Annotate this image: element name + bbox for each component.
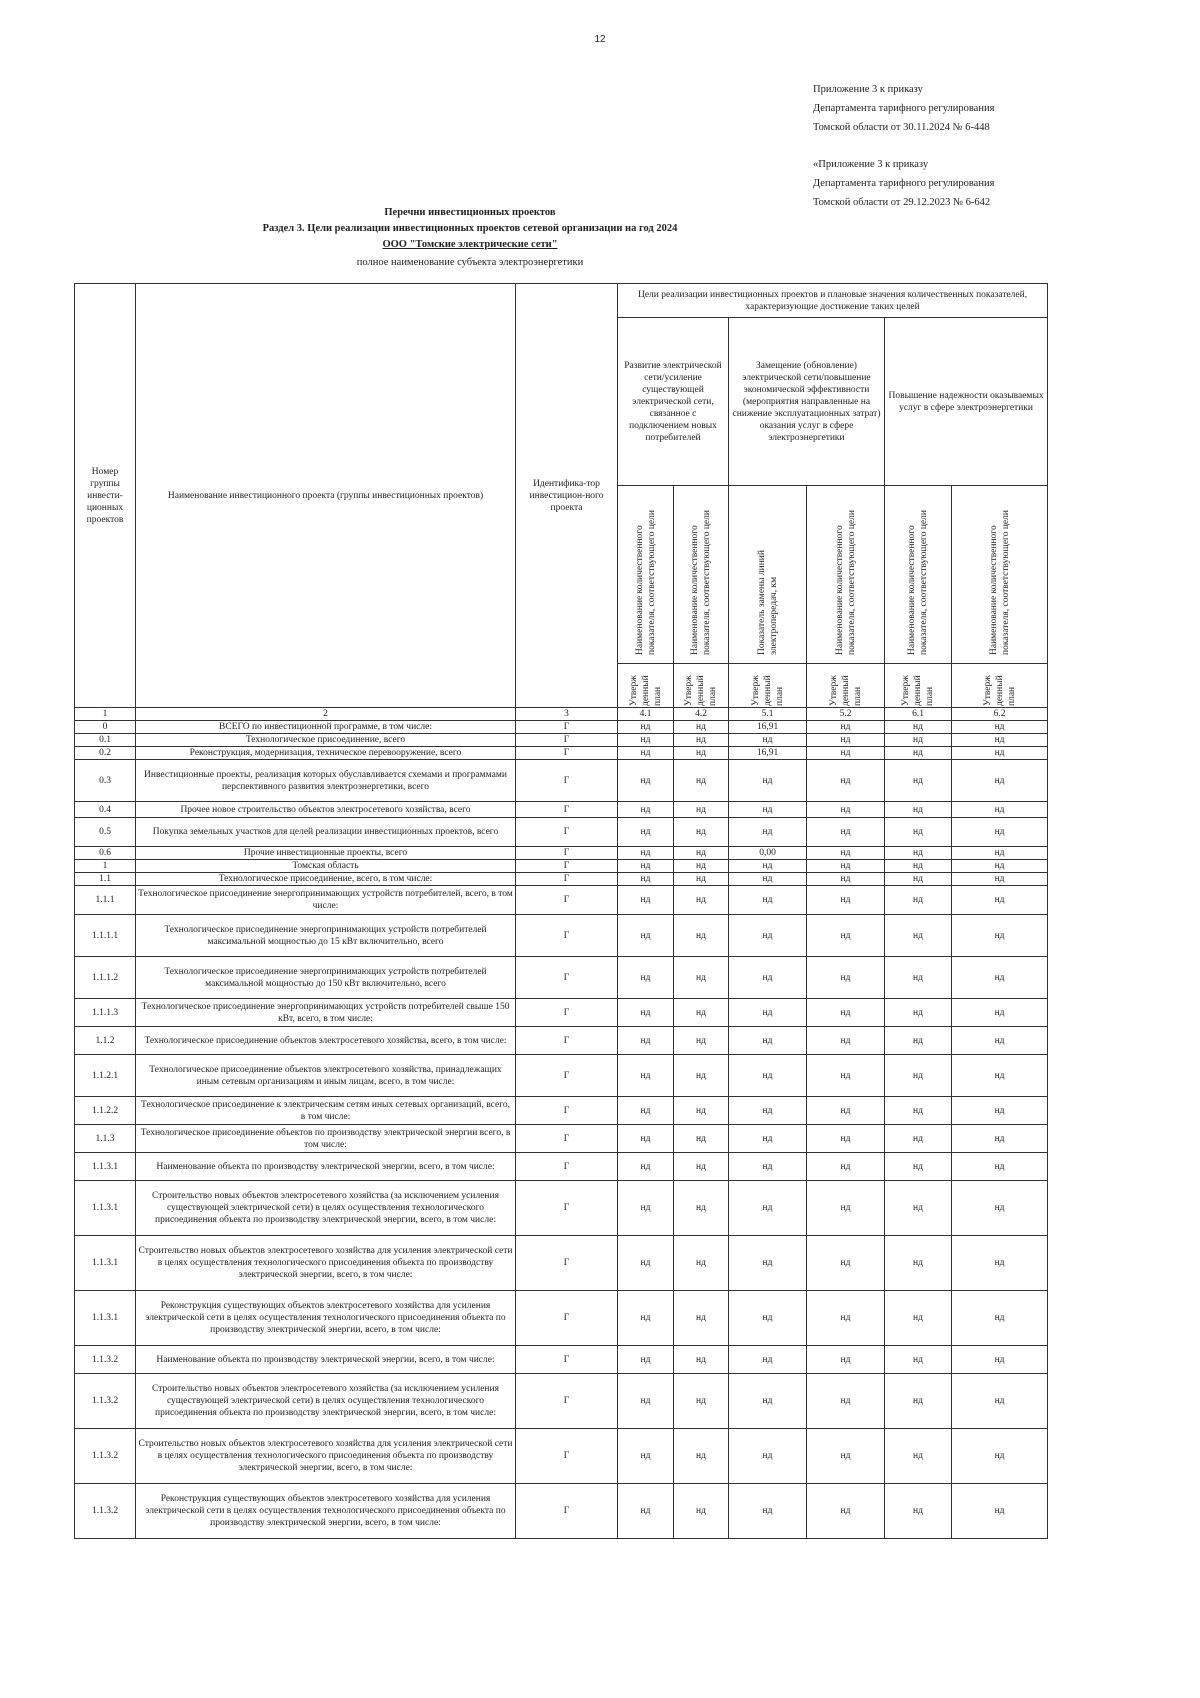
row-value: нд xyxy=(674,760,729,802)
row-value: нд xyxy=(807,1097,885,1125)
row-value: нд xyxy=(618,1153,674,1181)
row-value: нд xyxy=(618,847,674,860)
row-value: нд xyxy=(729,999,807,1027)
row-value: нд xyxy=(807,802,885,818)
row-project-name: Прочее новое строительство объектов электросетевого хозяйства, всего xyxy=(136,802,516,818)
table-row xyxy=(75,1291,1048,1346)
investment-goals-table xyxy=(74,283,1048,1539)
row-identifier: Г xyxy=(516,1291,618,1346)
row-value: нд xyxy=(807,721,885,734)
row-number: 1.1.3 xyxy=(75,1125,136,1153)
row-value: нд xyxy=(674,1153,729,1181)
row-value: нд xyxy=(674,999,729,1027)
row-project-name: Строительство новых объектов электросетевого хозяйства (за исключением усиления существующей электрической сети) в целях осуществления технологического присоединения объекта по производству электрической энергии, всего, в том числе: xyxy=(136,1374,516,1429)
row-identifier: Г xyxy=(516,818,618,847)
header-approved-plan: Утверж денный план xyxy=(807,664,885,708)
row-number: 0.1 xyxy=(75,734,136,747)
header-project-name: Наименование инвестиционного проекта (группы инвестиционных проектов) xyxy=(136,284,516,708)
row-identifier: Г xyxy=(516,1153,618,1181)
row-value: нд xyxy=(807,873,885,886)
row-value: нд xyxy=(674,734,729,747)
row-project-name: Технологическое присоединение, всего xyxy=(136,734,516,747)
header-goals: Цели реализации инвестиционных проектов и плановые значения количественных показателей, характеризующие достижение таких целей xyxy=(618,284,1048,318)
row-number: 1.1.3.1 xyxy=(75,1291,136,1346)
row-identifier: Г xyxy=(516,1236,618,1291)
row-value: нд xyxy=(674,747,729,760)
row-value: нд xyxy=(674,1097,729,1125)
row-value: нд xyxy=(618,721,674,734)
row-identifier: Г xyxy=(516,1484,618,1539)
header-approved-plan: Утверж денный план xyxy=(618,664,674,708)
row-value: нд xyxy=(952,1484,1048,1539)
row-value: нд xyxy=(952,760,1048,802)
row-identifier: Г xyxy=(516,760,618,802)
table-body xyxy=(75,721,1048,1539)
row-number: 1.1.3.2 xyxy=(75,1346,136,1374)
row-value: нд xyxy=(729,1429,807,1484)
row-project-name: Технологическое присоединение, всего, в том числе: xyxy=(136,873,516,886)
row-value: нд xyxy=(807,1429,885,1484)
row-value: нд xyxy=(729,734,807,747)
appendix-line: Департамента тарифного регулирования xyxy=(813,103,995,114)
row-project-name: Инвестиционные проекты, реализация которых обуславливается схемами и программами перспективного развития электроэнергетики, всего xyxy=(136,760,516,802)
table-row xyxy=(75,860,1048,873)
appendix-line: Томской области от 29.12.2023 № 6-642 xyxy=(813,197,991,208)
document-titles xyxy=(70,205,870,271)
header-goal-1: Развитие электрической сети/усиление существующей электрической сети, связанное с подключением новых потребителей xyxy=(618,318,729,486)
row-value: нд xyxy=(952,1346,1048,1374)
table-row xyxy=(75,915,1048,957)
table-row xyxy=(75,847,1048,860)
header-approved-plan: Утверж денный план xyxy=(885,664,952,708)
row-value: нд xyxy=(618,1374,674,1429)
column-number: 6.1 xyxy=(885,708,952,721)
row-value: нд xyxy=(618,818,674,847)
row-identifier: Г xyxy=(516,860,618,873)
row-value: нд xyxy=(807,1291,885,1346)
table-row xyxy=(75,1346,1048,1374)
row-value: нд xyxy=(674,818,729,847)
row-project-name: Наименование объекта по производству электрической энергии, всего, в том числе: xyxy=(136,1153,516,1181)
row-value: нд xyxy=(618,1484,674,1539)
row-value: нд xyxy=(729,802,807,818)
row-number: 1.1.2 xyxy=(75,1027,136,1055)
row-value: нд xyxy=(952,1097,1048,1125)
row-value: нд xyxy=(729,1027,807,1055)
column-number: 4.2 xyxy=(674,708,729,721)
row-value: нд xyxy=(729,1153,807,1181)
row-value: нд xyxy=(729,1181,807,1236)
row-value: нд xyxy=(885,860,952,873)
row-value: нд xyxy=(674,1236,729,1291)
row-identifier: Г xyxy=(516,886,618,915)
row-project-name: Реконструкция, модернизация, техническое перевооружение, всего xyxy=(136,747,516,760)
row-value: нд xyxy=(729,1236,807,1291)
row-value: нд xyxy=(952,873,1048,886)
row-value: нд xyxy=(729,915,807,957)
row-value: нд xyxy=(807,860,885,873)
appendix-line: Приложение 3 к приказу xyxy=(813,84,923,95)
organization-name: ООО "Томские электрические сети" xyxy=(382,239,558,250)
row-value: нд xyxy=(729,1291,807,1346)
row-value: нд xyxy=(618,860,674,873)
row-value: нд xyxy=(885,999,952,1027)
document-title: Перечни инвестиционных проектов xyxy=(384,207,556,218)
row-value: нд xyxy=(952,999,1048,1027)
row-number: 1.1.1.3 xyxy=(75,999,136,1027)
row-value: нд xyxy=(807,915,885,957)
row-project-name: Строительство новых объектов электросетевого хозяйства для усиления электрической сети в целях осуществления технологического присоединения объекта по производству электрической энергии, всего, в том числе: xyxy=(136,1236,516,1291)
row-value: нд xyxy=(885,847,952,860)
row-value: нд xyxy=(952,847,1048,860)
header-approved-plan: Утверж денный план xyxy=(674,664,729,708)
row-value: нд xyxy=(729,1346,807,1374)
header-goal-3: Повышение надежности оказываемых услуг в сфере электроэнергетики xyxy=(885,318,1048,486)
row-number: 1.1.1.2 xyxy=(75,957,136,999)
row-project-name: Технологическое присоединение энергопринимающих устройств потребителей, всего, в том числе: xyxy=(136,886,516,915)
row-project-name: Наименование объекта по производству электрической энергии, всего, в том числе: xyxy=(136,1346,516,1374)
row-value: нд xyxy=(618,1055,674,1097)
row-value: нд xyxy=(674,1346,729,1374)
row-value: нд xyxy=(885,721,952,734)
table-row xyxy=(75,1055,1048,1097)
row-value: нд xyxy=(618,1125,674,1153)
appendix-previous xyxy=(813,155,994,212)
row-value: нд xyxy=(618,1346,674,1374)
row-value: нд xyxy=(729,1055,807,1097)
row-value: нд xyxy=(885,1055,952,1097)
row-identifier: Г xyxy=(516,1055,618,1097)
row-value: нд xyxy=(952,721,1048,734)
row-value: нд xyxy=(885,734,952,747)
row-number: 1.1.3.2 xyxy=(75,1484,136,1539)
row-value: нд xyxy=(729,1125,807,1153)
row-value: нд xyxy=(729,1484,807,1539)
row-number: 1.1.2.2 xyxy=(75,1097,136,1125)
table-row xyxy=(75,999,1048,1027)
column-number: 1 xyxy=(75,708,136,721)
header-indicator-6-1: Наименование количественного показателя, соответствующего цели xyxy=(885,486,952,664)
row-identifier: Г xyxy=(516,1374,618,1429)
row-value: нд xyxy=(618,734,674,747)
row-value: нд xyxy=(674,873,729,886)
row-value: нд xyxy=(674,1055,729,1097)
row-value: нд xyxy=(952,734,1048,747)
row-value: нд xyxy=(807,1484,885,1539)
column-number: 5.2 xyxy=(807,708,885,721)
row-value: нд xyxy=(885,1097,952,1125)
row-number: 0.3 xyxy=(75,760,136,802)
row-value: нд xyxy=(807,818,885,847)
row-value: нд xyxy=(618,957,674,999)
table-row xyxy=(75,1484,1048,1539)
row-value: нд xyxy=(885,802,952,818)
row-value: нд xyxy=(674,1429,729,1484)
row-value: нд xyxy=(674,1125,729,1153)
row-identifier: Г xyxy=(516,1097,618,1125)
row-value: нд xyxy=(807,847,885,860)
row-number: 1.1.1 xyxy=(75,886,136,915)
row-identifier: Г xyxy=(516,1346,618,1374)
row-value: нд xyxy=(885,1484,952,1539)
row-value: нд xyxy=(952,1181,1048,1236)
row-identifier: Г xyxy=(516,1181,618,1236)
row-value: нд xyxy=(885,1125,952,1153)
column-number: 6.2 xyxy=(952,708,1048,721)
table-row xyxy=(75,1097,1048,1125)
row-number: 1.1.3.1 xyxy=(75,1181,136,1236)
row-value: нд xyxy=(729,1374,807,1429)
row-value: нд xyxy=(952,1374,1048,1429)
table-row xyxy=(75,873,1048,886)
table-row xyxy=(75,1125,1048,1153)
row-value: нд xyxy=(952,1153,1048,1181)
row-value: нд xyxy=(674,802,729,818)
table-row xyxy=(75,886,1048,915)
row-value: нд xyxy=(952,886,1048,915)
row-value: нд xyxy=(674,915,729,957)
row-value: 16,91 xyxy=(729,721,807,734)
row-value: нд xyxy=(952,818,1048,847)
row-value: нд xyxy=(674,860,729,873)
row-value: нд xyxy=(952,860,1048,873)
row-value: нд xyxy=(618,1429,674,1484)
row-project-name: Строительство новых объектов электросетевого хозяйства для усиления электрической сети в целях осуществления технологического присоединения объекта по производству электрической энергии, всего, в том числе: xyxy=(136,1429,516,1484)
row-value: нд xyxy=(618,1291,674,1346)
row-identifier: Г xyxy=(516,847,618,860)
row-value: нд xyxy=(807,1346,885,1374)
table-row xyxy=(75,802,1048,818)
table-row xyxy=(75,1153,1048,1181)
row-value: нд xyxy=(729,886,807,915)
header-indicator-4-1: Наименование количественного показателя, соответствующего цели xyxy=(618,486,674,664)
table-row xyxy=(75,734,1048,747)
row-number: 0.6 xyxy=(75,847,136,860)
column-number: 4.1 xyxy=(618,708,674,721)
row-number: 1 xyxy=(75,860,136,873)
row-identifier: Г xyxy=(516,873,618,886)
appendix-line: Томской области от 30.11.2024 № 6-448 xyxy=(813,122,990,133)
header-indicator-5-1: Показатель замены линий электропередач, км xyxy=(729,486,807,664)
header-group-number: Номер группы инвести-ционных проектов xyxy=(75,284,136,708)
row-number: 0 xyxy=(75,721,136,734)
row-value: нд xyxy=(952,1236,1048,1291)
row-value: нд xyxy=(952,747,1048,760)
row-identifier: Г xyxy=(516,802,618,818)
table-row xyxy=(75,721,1048,734)
row-value: нд xyxy=(674,1374,729,1429)
row-value: нд xyxy=(807,957,885,999)
row-value: нд xyxy=(885,1291,952,1346)
row-project-name: Строительство новых объектов электросетевого хозяйства (за исключением усиления существующей электрической сети) в целях осуществления технологического присоединения объекта по производству электрической энергии, всего, в том числе: xyxy=(136,1181,516,1236)
row-value: нд xyxy=(807,760,885,802)
row-value: нд xyxy=(885,747,952,760)
row-value: нд xyxy=(729,957,807,999)
row-identifier: Г xyxy=(516,747,618,760)
row-value: нд xyxy=(885,818,952,847)
row-value: нд xyxy=(885,1236,952,1291)
row-value: нд xyxy=(618,873,674,886)
row-identifier: Г xyxy=(516,721,618,734)
header-indicator-4-2: Наименование количественного показателя, соответствующего цели xyxy=(674,486,729,664)
row-project-name: ВСЕГО по инвестиционной программе, в том числе: xyxy=(136,721,516,734)
row-project-name: Технологическое присоединение объектов электросетевого хозяйства, принадлежащих иным сетевым организациям и иным лицам, всего, в том числе: xyxy=(136,1055,516,1097)
row-identifier: Г xyxy=(516,999,618,1027)
row-value: нд xyxy=(674,721,729,734)
row-value: нд xyxy=(885,886,952,915)
row-value: нд xyxy=(729,860,807,873)
row-value: нд xyxy=(674,1484,729,1539)
row-number: 1.1.3.2 xyxy=(75,1374,136,1429)
appendix-line: Департамента тарифного регулирования xyxy=(813,178,995,189)
row-value: нд xyxy=(952,957,1048,999)
table-row xyxy=(75,760,1048,802)
row-identifier: Г xyxy=(516,915,618,957)
row-value: нд xyxy=(885,760,952,802)
row-project-name: Технологическое присоединение энергопринимающих устройств потребителей максимальной мощностью до 15 кВт включительно, всего xyxy=(136,915,516,957)
section-title: Раздел 3. Цели реализации инвестиционных проектов сетевой организации на год 2024 xyxy=(262,223,678,234)
row-project-name: Томская область xyxy=(136,860,516,873)
row-project-name: Прочие инвестиционные проекты, всего xyxy=(136,847,516,860)
row-value: нд xyxy=(618,886,674,915)
row-number: 1.1.3.2 xyxy=(75,1429,136,1484)
table-row xyxy=(75,1429,1048,1484)
row-value: нд xyxy=(674,957,729,999)
row-value: 16,91 xyxy=(729,747,807,760)
row-identifier: Г xyxy=(516,1125,618,1153)
row-value: нд xyxy=(952,802,1048,818)
column-number: 2 xyxy=(136,708,516,721)
row-number: 1.1.3.1 xyxy=(75,1236,136,1291)
row-identifier: Г xyxy=(516,1429,618,1484)
row-value: 0,00 xyxy=(729,847,807,860)
row-value: нд xyxy=(885,957,952,999)
column-number-row xyxy=(75,708,1048,721)
appendix-current xyxy=(813,80,994,137)
row-value: нд xyxy=(674,847,729,860)
header-identifier: Идентифика-тор инвестицион-ного проекта xyxy=(516,284,618,708)
row-value: нд xyxy=(807,734,885,747)
row-number: 0.4 xyxy=(75,802,136,818)
row-value: нд xyxy=(885,1153,952,1181)
row-value: нд xyxy=(885,873,952,886)
row-identifier: Г xyxy=(516,957,618,999)
row-value: нд xyxy=(674,1027,729,1055)
row-value: нд xyxy=(674,886,729,915)
row-value: нд xyxy=(885,1027,952,1055)
row-value: нд xyxy=(729,1097,807,1125)
table-row xyxy=(75,957,1048,999)
row-value: нд xyxy=(952,1125,1048,1153)
row-number: 1.1.1.1 xyxy=(75,915,136,957)
row-project-name: Реконструкция существующих объектов электросетевого хозяйства для усиления электрической сети в целях осуществления технологического присоединения объекта по производству электрической энергии, всего, в том числе: xyxy=(136,1484,516,1539)
row-value: нд xyxy=(618,1236,674,1291)
table-row xyxy=(75,1236,1048,1291)
row-value: нд xyxy=(885,1181,952,1236)
row-value: нд xyxy=(618,747,674,760)
page-number: 12 xyxy=(594,34,606,45)
row-number: 1.1.3.1 xyxy=(75,1153,136,1181)
table-row xyxy=(75,1374,1048,1429)
row-value: нд xyxy=(807,1374,885,1429)
header-indicator-6-2: Наименование количественного показателя, соответствующего цели xyxy=(952,486,1048,664)
row-project-name: Технологическое присоединение энергопринимающих устройств потребителей максимальной мощностью до 150 кВт включительно, всего xyxy=(136,957,516,999)
table-row xyxy=(75,1181,1048,1236)
row-value: нд xyxy=(807,1153,885,1181)
row-value: нд xyxy=(618,1097,674,1125)
header-approved-plan: Утверж денный план xyxy=(729,664,807,708)
row-project-name: Технологическое присоединение объектов по производству электрической энергии всего, в том числе: xyxy=(136,1125,516,1153)
row-value: нд xyxy=(729,873,807,886)
row-value: нд xyxy=(952,1055,1048,1097)
row-project-name: Покупка земельных участков для целей реализации инвестиционных проектов, всего xyxy=(136,818,516,847)
row-value: нд xyxy=(807,747,885,760)
row-value: нд xyxy=(807,1181,885,1236)
row-number: 1.1.2.1 xyxy=(75,1055,136,1097)
row-value: нд xyxy=(729,760,807,802)
row-value: нд xyxy=(674,1181,729,1236)
row-project-name: Технологическое присоединение объектов электросетевого хозяйства, всего, в том числе: xyxy=(136,1027,516,1055)
table-row xyxy=(75,747,1048,760)
row-value: нд xyxy=(618,915,674,957)
header-indicator-5-2: Наименование количественного показателя, соответствующего цели xyxy=(807,486,885,664)
row-value: нд xyxy=(618,1027,674,1055)
row-value: нд xyxy=(674,1291,729,1346)
row-identifier: Г xyxy=(516,1027,618,1055)
row-number: 0.5 xyxy=(75,818,136,847)
row-value: нд xyxy=(952,915,1048,957)
row-value: нд xyxy=(618,802,674,818)
row-value: нд xyxy=(885,1374,952,1429)
row-value: нд xyxy=(618,760,674,802)
row-value: нд xyxy=(807,886,885,915)
row-number: 1.1 xyxy=(75,873,136,886)
row-value: нд xyxy=(807,1027,885,1055)
row-value: нд xyxy=(952,1429,1048,1484)
row-project-name: Технологическое присоединение к электрическим сетям иных сетевых организаций, всего, в том числе: xyxy=(136,1097,516,1125)
row-value: нд xyxy=(807,1125,885,1153)
organization-caption: полное наименование субъекта электроэнергетики xyxy=(356,257,584,268)
row-project-name: Технологическое присоединение энергопринимающих устройств потребителей свыше 150 кВт, всего, в том числе: xyxy=(136,999,516,1027)
row-value: нд xyxy=(807,1055,885,1097)
appendix-line: «Приложение 3 к приказу xyxy=(813,159,929,170)
column-number: 5.1 xyxy=(729,708,807,721)
row-value: нд xyxy=(885,915,952,957)
row-value: нд xyxy=(729,818,807,847)
row-value: нд xyxy=(885,1429,952,1484)
row-value: нд xyxy=(952,1027,1048,1055)
table-row xyxy=(75,1027,1048,1055)
row-identifier: Г xyxy=(516,734,618,747)
row-value: нд xyxy=(952,1291,1048,1346)
row-value: нд xyxy=(807,999,885,1027)
table-row xyxy=(75,818,1048,847)
column-number: 3 xyxy=(516,708,618,721)
header-goal-2: Замещение (обновление) электрической сети/повышение экономической эффективности (мероприятия направленные на снижение эксплуатационных затрат) оказания услуг в сфере электроэнергетики xyxy=(729,318,885,486)
row-value: нд xyxy=(618,999,674,1027)
row-project-name: Реконструкция существующих объектов электросетевого хозяйства для усиления электрической сети в целях осуществления технологического присоединения объекта по производству электрической энергии, всего, в том числе: xyxy=(136,1291,516,1346)
row-value: нд xyxy=(807,1236,885,1291)
header-approved-plan: Утверж денный план xyxy=(952,664,1048,708)
row-number: 0.2 xyxy=(75,747,136,760)
row-value: нд xyxy=(885,1346,952,1374)
row-value: нд xyxy=(618,1181,674,1236)
